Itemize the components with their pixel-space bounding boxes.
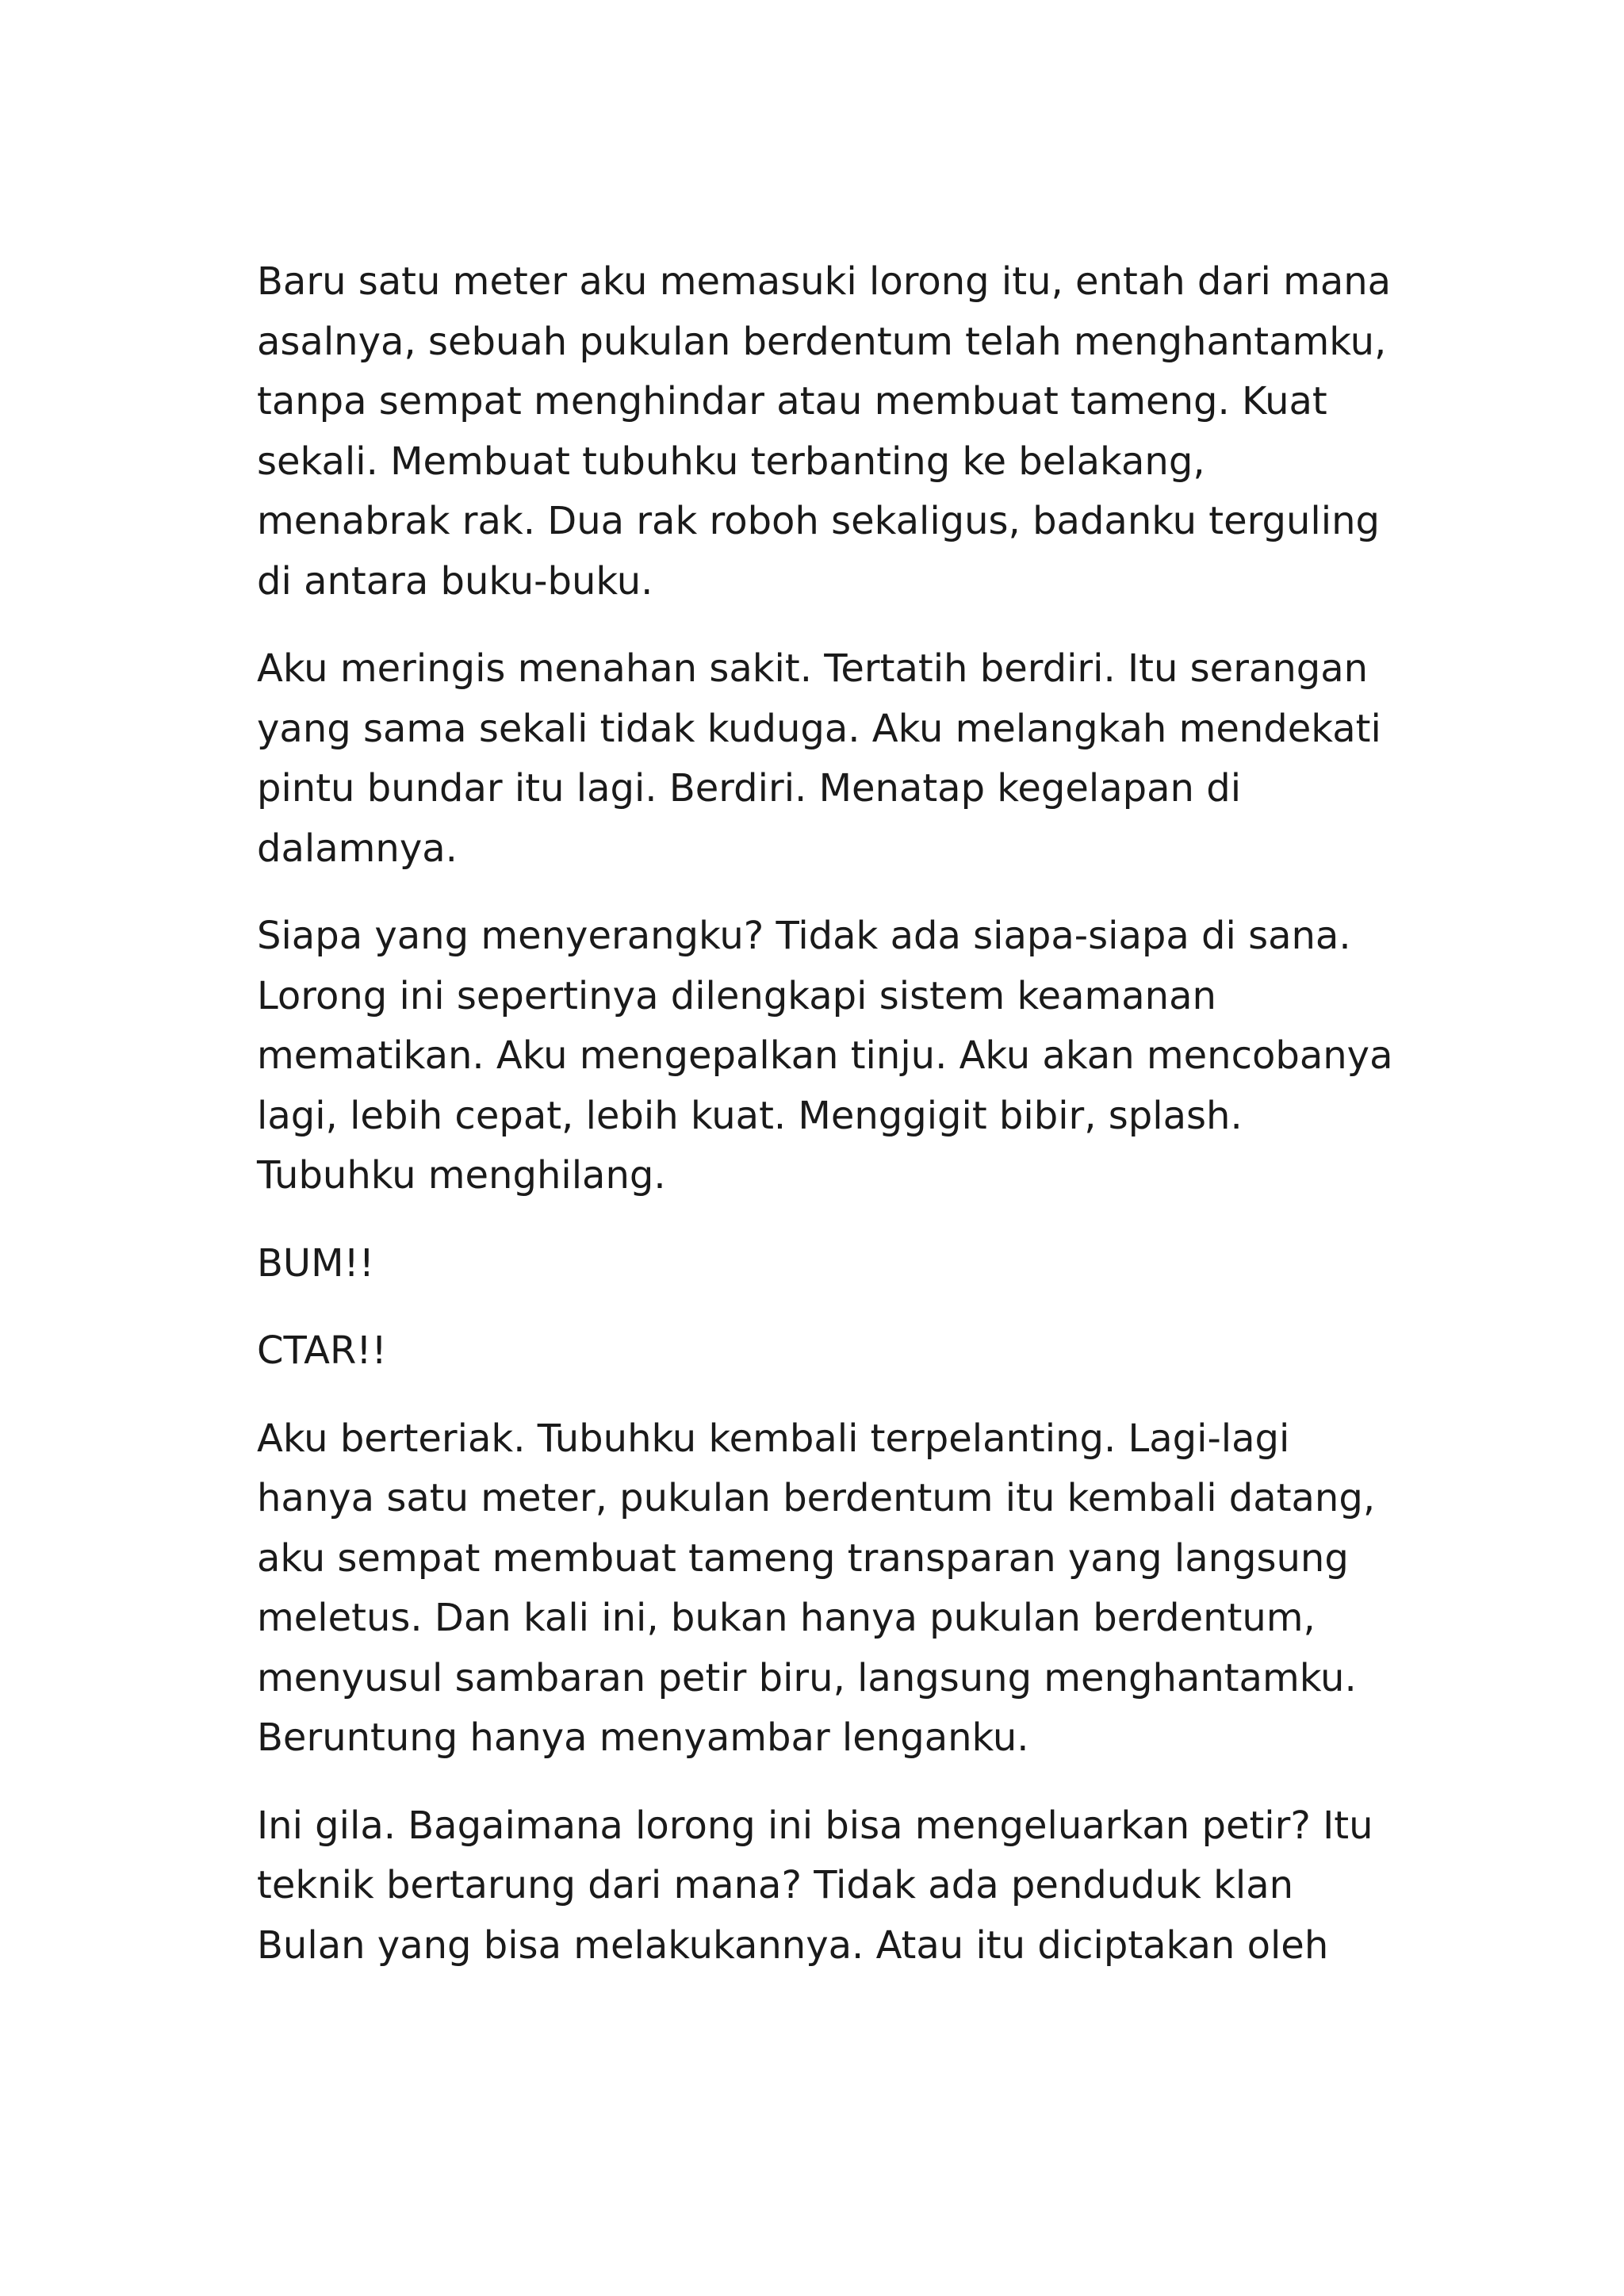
- text-line: Bulan yang bisa melakukannya. Atau itu diciptakan oleh: [257, 1922, 1329, 1968]
- text-line: di antara buku-buku.: [257, 558, 653, 604]
- text-line: teknik bertarung dari mana? Tidak ada penduduk klan: [257, 1863, 1294, 1907]
- text-line: lagi, lebih cepat, lebih kuat. Menggigit bibir, splash.: [257, 1093, 1243, 1138]
- text-line: sekali. Membuat tubuhku terbanting ke belakang,: [257, 439, 1205, 484]
- text-line: Baru satu meter aku memasuki lorong itu, entah dari mana: [257, 259, 1392, 304]
- document-body: [257, 252, 1393, 2003]
- paragraph-1: [257, 252, 1392, 611]
- paragraph-2: [257, 639, 1383, 879]
- text-line: Tubuhku menghilang.: [257, 1153, 666, 1198]
- text-line: CTAR!!: [257, 1328, 387, 1373]
- paragraph-3: [257, 907, 1393, 1206]
- text-line: hanya satu meter, pukulan berdentum itu kembali datang,: [257, 1476, 1376, 1520]
- text-line: menyusul sambaran petir biru, langsung menghantamku.: [257, 1655, 1357, 1700]
- text-line: mematikan. Aku mengepalkan tinju. Aku akan mencobanya: [257, 1033, 1393, 1078]
- text-line: BUM!!: [257, 1240, 374, 1286]
- text-line: aku sempat membuat tameng transparan yang langsung: [257, 1535, 1349, 1581]
- text-line: meletus. Dan kali ini, bukan hanya pukulan berdentum,: [257, 1596, 1316, 1640]
- paragraph-6: [257, 1409, 1383, 1769]
- paragraph-5: [257, 1321, 1383, 1382]
- text-line: Beruntung hanya menyambar lenganku.: [257, 1715, 1029, 1760]
- text-line: Lorong ini sepertinya dilengkapi sistem keamanan: [257, 973, 1216, 1018]
- text-line: dalamnya.: [257, 826, 458, 871]
- text-line: Aku berteriak. Tubuhku kembali terpelanting. Lagi-lagi: [257, 1416, 1290, 1461]
- text-line: tanpa sempat menghindar atau membuat tameng. Kuat: [257, 379, 1327, 424]
- text-line: menabrak rak. Dua rak roboh sekaligus, badanku terguling: [257, 499, 1380, 543]
- paragraph-4: [257, 1234, 1383, 1294]
- paragraph-7: [257, 1796, 1383, 1976]
- text-line: Siapa yang menyerangku? Tidak ada siapa-siapa di sana.: [257, 914, 1351, 958]
- text-line: asalnya, sebuah pukulan berdentum telah menghantamku,: [257, 319, 1387, 364]
- text-line: pintu bundar itu lagi. Berdiri. Menatap kegelapan di: [257, 766, 1242, 811]
- text-line: yang sama sekali tidak kuduga. Aku melangkah mendekati: [257, 706, 1381, 751]
- text-line: Ini gila. Bagaimana lorong ini bisa mengeluarkan petir? Itu: [257, 1803, 1373, 1848]
- text-line: Aku meringis menahan sakit. Tertatih berdiri. Itu serangan: [257, 646, 1369, 691]
